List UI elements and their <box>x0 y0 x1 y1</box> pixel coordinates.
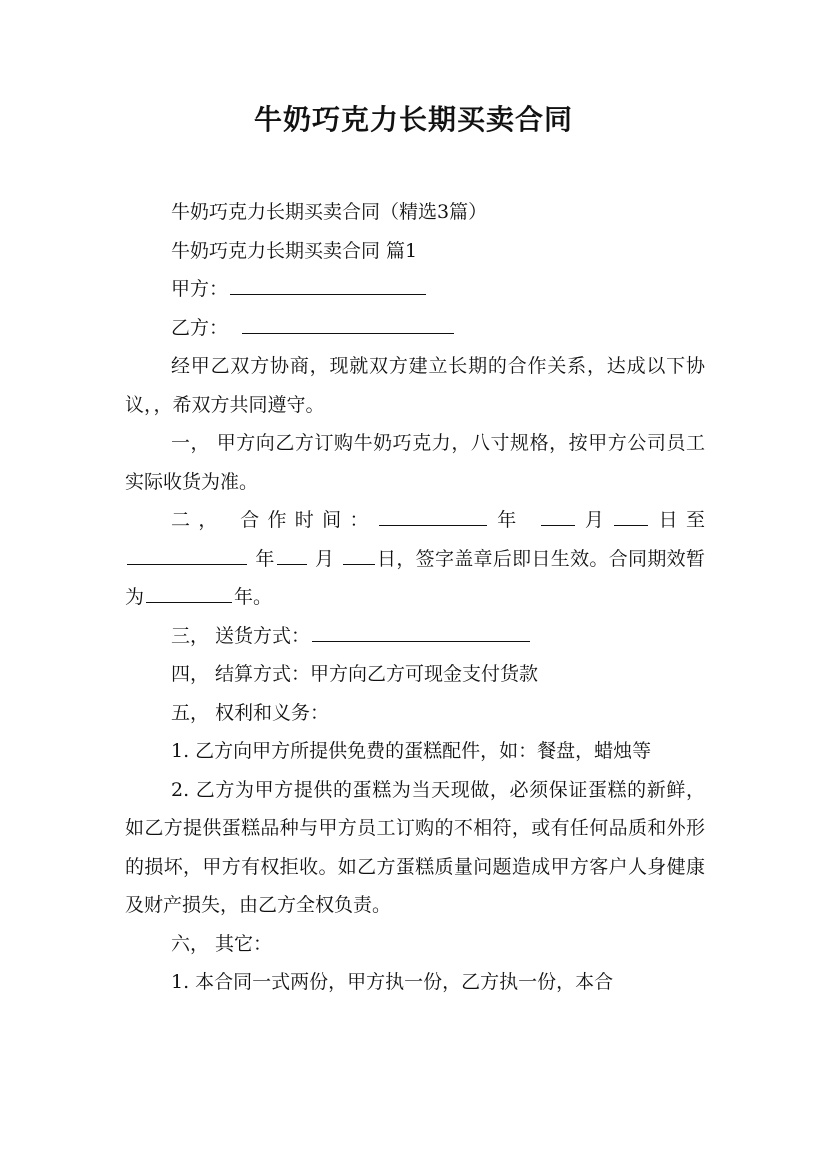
party-b-line <box>125 309 705 348</box>
start-year-label: 年 <box>488 509 525 531</box>
term-years-label: 年。 <box>234 586 273 608</box>
term-years-blank <box>146 578 232 603</box>
party-b-label: 乙方： <box>171 316 229 339</box>
end-year-label: 年 <box>255 547 275 570</box>
party-a-label: 甲方： <box>171 278 229 300</box>
party-b-blank <box>242 309 454 334</box>
delivery-method-blank <box>312 617 530 642</box>
document-body <box>125 193 705 1002</box>
document-subtitle: 牛奶巧克力长期买卖合同（精选3篇） <box>171 201 488 223</box>
clause-4: 四， 结算方式：甲方向乙方可现金支付货款 <box>171 663 539 685</box>
clause-2-prefix: 二， 合作时间： <box>171 509 377 531</box>
section-heading: 牛奶巧克力长期买卖合同 篇1 <box>171 239 418 262</box>
start-year-blank <box>379 501 487 526</box>
party-a-line <box>125 270 705 309</box>
clause-1: 一， 甲方向乙方订购牛奶巧克力，八寸规格，按甲方公司员工实际收货为准。 <box>125 432 705 493</box>
item-5-2: 2. 乙方为甲方提供的蛋糕为当天现做，必须保证蛋糕的新鲜，如乙方提供蛋糕品种与甲方员工订购的不相符，或有任何品质和外形的损坏，甲方有权拒收。如乙方蛋糕质量问题造成甲方客户人身健康及财产损失，由乙方全权负责。 <box>125 778 705 916</box>
start-day-label: 日至 <box>650 509 705 531</box>
item-5-1: 1. 乙方向甲方所提供免费的蛋糕配件，如：餐盘，蜡烛等 <box>171 740 652 762</box>
party-a-blank <box>230 270 426 295</box>
clause-2 <box>125 501 705 617</box>
clause-3 <box>125 617 705 656</box>
end-month-blank <box>277 540 307 565</box>
sign-effective-text: 日，签字盖章后即日生效。合同期效暂为 <box>125 547 705 608</box>
item-6-1: 1. 本合同一式两份，甲方执一份，乙方执一份，本合 <box>171 971 614 993</box>
clause-6: 六， 其它： <box>171 932 273 955</box>
clause-5: 五， 权利和义务： <box>171 701 330 724</box>
clause-3-label: 三， 送货方式： <box>171 624 311 647</box>
start-month-blank <box>541 501 575 526</box>
end-year-blank <box>127 540 247 565</box>
document-title: 牛奶巧克力长期买卖合同 <box>253 103 573 136</box>
start-month-label: 月 <box>576 509 613 531</box>
end-month-label: 月 <box>315 547 335 570</box>
intro-paragraph: 经甲乙双方协商，现就双方建立长期的合作关系，达成以下协议，，希双方共同遵守。 <box>125 355 705 416</box>
end-day-blank <box>343 540 375 565</box>
start-day-blank <box>614 501 648 526</box>
